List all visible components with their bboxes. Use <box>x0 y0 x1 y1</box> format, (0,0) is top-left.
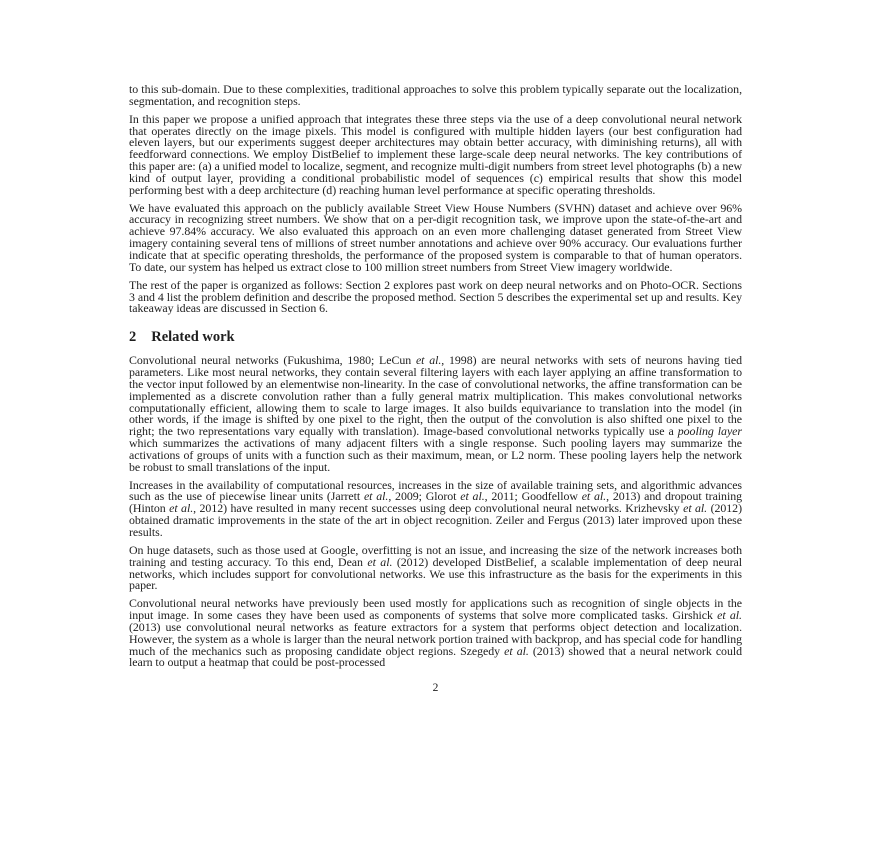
paragraph: Increases in the availability of computational resources, increases in the size of available training sets, and algorithmic advances such as the use of piecewise linear units (Jarrett et al., 2009; Glorot et al., 2011; Goodfellow et al., 2013) and dropout training (Hinton et al., 2012) have resulted in many recent successes using deep convolutional neural networks. Krizhevsky et al. (2012) obtained dramatic improvements in the state of the art in object recognition. Zeiler and Fergus (2013) later improved upon these results. <box>129 477 742 539</box>
paragraph: Convolutional neural networks have previously been used mostly for applications such as recognition of single objects in the input image. In some cases they have been used as components of systems that solve more complicated tasks. Girshick et al. (2013) use convolutional neural networks as feature extractors for a system that performs object detection and localization. However, the system as a whole is larger than the neural network portion trained with backprop, and has special code for handling much of the mechanics such as proposing candidate object regions. Szegedy et al. (2013) showed that a neural network could learn to output a heatmap that could be post-processed <box>129 596 742 670</box>
paragraph: to this sub-domain. Due to these complexities, traditional approaches to solve this problem typically separate out the localization, segmentation, and recognition steps. <box>129 82 742 108</box>
paragraph: The rest of the paper is organized as follows: Section 2 explores past work on deep neural networks and on Photo-OCR. Sections 3 and 4 list the problem definition and describe the proposed method. Section 5 describes the experimental set up and results. Key takeaway ideas are discussed in Section 6. <box>129 277 742 316</box>
page-number: 2 <box>432 682 439 695</box>
page-footer <box>129 683 742 695</box>
paragraph: We have evaluated this approach on the publicly available Street View House Numbers (SVHN) dataset and achieve over 96% accuracy in recognizing street numbers. We show that on a per-digit recognition task, we improve upon the state-of-the-art and achieve 97.84% accuracy. We also evaluated this approach on an even more challenging dataset generated from Street View imagery containing several tens of millions of street number annotations and achieve over 90% accuracy. Our evaluations further indicate that at specific operating thresholds, the performance of the proposed system is comparable to that of human operators. To date, our system has helped us extract close to 100 million street numbers from Street View imagery worldwide. <box>129 200 742 274</box>
section-number: 2 <box>129 329 137 346</box>
text-column <box>129 84 742 695</box>
paragraph: In this paper we propose a unified approach that integrates these three steps via the use of a deep convolutional neural network that operates directly on the image pixels. This model is configured with multiple hidden layers (our best configuration had eleven layers, but our experiments suggest deeper architectures may obtain better accuracy, with diminishing returns), all with feedforward connections. We employ DistBelief to implement these large-scale deep neural networks. The key contributions of this paper are: (a) a unified model to localize, segment, and recognize multi-digit numbers from street level photographs (b) a new kind of output layer, providing a conditional probabilistic model of sequences (c) empirical results that show this model performing best with a deep architecture (d) reaching human level performance at specific operating thresholds. <box>129 111 742 197</box>
paragraph: On huge datasets, such as those used at Google, overfitting is not an issue, and increasing the size of the network increases both training and testing accuracy. To this end, Dean et al. (2012) developed DistBelief, a scalable implementation of deep neural networks, which includes support for convolutional networks. We use this infrastructure as the basis for the experiments in this paper. <box>129 542 742 593</box>
intro-paragraphs <box>129 84 742 315</box>
paragraph: Convolutional neural networks (Fukushima, 1980; LeCun et al., 1998) are neural networks with sets of neurons having tied parameters. Like most neural networks, they contain several filtering layers with each layer applying an affine transformation to the vector input followed by an elementwise non-linearity. In the case of convolutional networks, the affine transformation can be implemented as a discrete convolution rather than a fully general matrix multiplication. This makes convolutional networks computationally efficient, allowing them to scale to large images. It also builds equivariance to translation into the model (in other words, if the image is shifted by one pixel to the right, then the output of the convolution is also shifted one pixel to the right; the two representations vary equally with translation). Image-based convolutional networks typically use a pooling layer which summarizes the activations of many adjacent filters with a single response. Such pooling layers may summarize the activations of groups of units with a function such as their maximum, mean, or L2 norm. These pooling layers help the network be robust to small translations of the input. <box>129 353 742 474</box>
section-heading <box>129 329 742 345</box>
related-work-paragraphs <box>129 355 742 669</box>
section-title: Related work <box>151 329 235 346</box>
